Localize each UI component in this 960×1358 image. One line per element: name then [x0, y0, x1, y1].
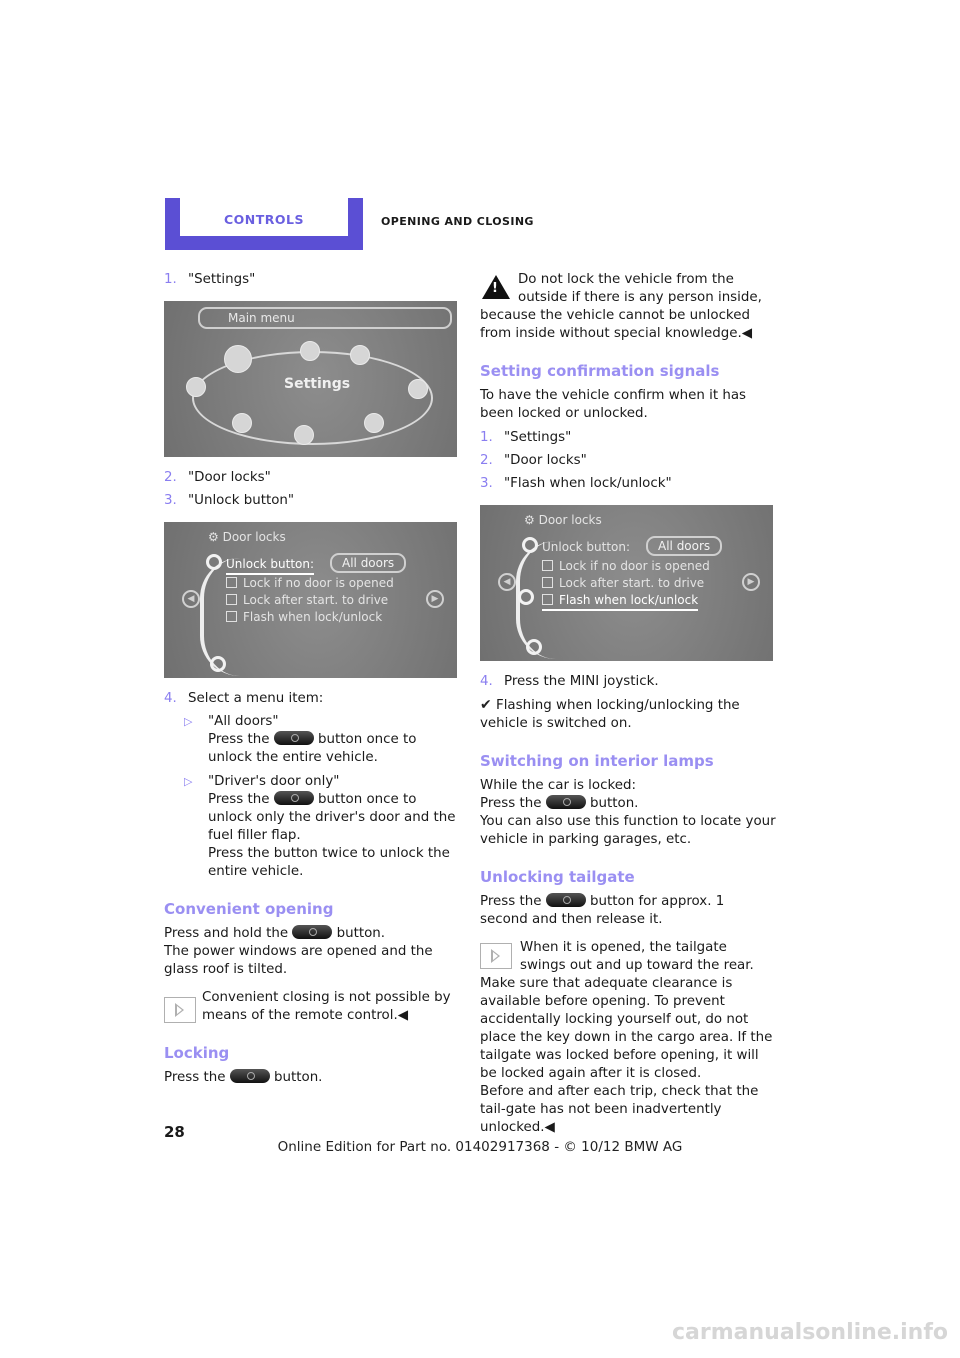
- note-convenient-closing: Convenient closing is not possible by means of the remote control.◀: [164, 989, 460, 1025]
- right-arrow-icon: ▶: [742, 573, 760, 591]
- bullet-arrow-icon: ▷: [184, 775, 193, 788]
- step-number: 2.: [164, 470, 177, 485]
- step-item: [164, 469, 460, 487]
- globe-icon: [350, 345, 370, 365]
- track-knob-top: [522, 537, 538, 553]
- settings-menu-screen: [164, 301, 457, 457]
- track-knob-bottom: [210, 656, 226, 672]
- lock-button-icon: [230, 1069, 270, 1083]
- confirmation-intro: To have the vehicle confirm when it has been locked or unlocked.: [480, 388, 747, 421]
- screen-title: ⚙ Door locks: [208, 530, 286, 544]
- convenient-opening-text: Press and hold the button. The power windows are opened and the glass roof is tilted.: [164, 926, 433, 977]
- step-number: 4.: [164, 691, 177, 706]
- lock-after-start-row: Lock after start. to drive: [226, 591, 388, 609]
- right-arrow-icon: ▶: [426, 590, 444, 608]
- navigation-icon: [294, 425, 314, 445]
- tailgate-text: Press the button for approx. 1 second and then release it.: [480, 894, 725, 927]
- vehicle-info-icon: [364, 413, 384, 433]
- left-arrow-icon: ◀: [182, 590, 200, 608]
- confirmation-heading: Setting confirmation signals: [480, 362, 720, 380]
- step-text: "Settings": [188, 272, 256, 287]
- door-locks-screen: [164, 522, 457, 678]
- chapter-title: CONTROLS: [180, 198, 348, 236]
- flash-row: Flash when lock/unlock: [226, 608, 382, 626]
- lock-no-door-row: Lock if no door is opened: [542, 557, 710, 575]
- step-number: 4.: [480, 674, 493, 689]
- end-mark-icon: ◀: [397, 1008, 409, 1023]
- flashing-status: ✔ Flashing when locking/unlocking the vehicle is switched on.: [480, 697, 740, 731]
- tailgate-note: When it is opened, the tailgate swings out and up toward the rear. Make sure that adequate clearance is available before opening. To prevent accidentally locking yourself out, do not place the key down in the cargo area. If the tailgate was locked before opening, it will be locked again after it is closed. Before and after each trip, check that the tail-gate has not been inadvertently unlocked.◀: [480, 940, 773, 1135]
- left-arrow-icon: ◀: [498, 573, 516, 591]
- note-icon: [164, 997, 196, 1023]
- step-item: [164, 690, 460, 708]
- communication-icon: [232, 413, 252, 433]
- step-item: [164, 271, 460, 289]
- step-item: [480, 673, 776, 691]
- book-icon: [408, 379, 428, 399]
- step-item: [480, 452, 776, 470]
- sub-item-extra: Press the button twice to unlock the entire vehicle.: [208, 846, 450, 879]
- lock-after-start-row: Lock after start. to drive: [542, 574, 704, 592]
- end-mark-icon: ◀: [741, 326, 753, 341]
- settings-gear-icon: [224, 345, 252, 373]
- sub-item-text: Press the button once to unlock the entire vehicle.: [208, 732, 417, 765]
- footer-edition: Online Edition for Part no. 01402917368 - © 10/12 BMW AG: [277, 1139, 683, 1155]
- warning-note: ! Do not lock the vehicle from the outside if there is any person inside, because the vehicle cannot be unlocked from inside without special knowledge.◀: [480, 271, 776, 343]
- warning-icon: [480, 275, 512, 303]
- step-number: 3.: [480, 476, 493, 491]
- track-knob-selected: [518, 589, 534, 605]
- interior-lamps-text: While the car is locked: Press the button. You can also use this function to locate your vehicle in parking garages, etc.: [480, 778, 776, 847]
- chapter-tab: [165, 198, 363, 250]
- checkmark-icon: ✔: [480, 697, 492, 713]
- sub-item-title: "All doors": [208, 714, 279, 729]
- step-text: Press the MINI joystick.: [504, 674, 659, 689]
- convenient-opening-heading: Convenient opening: [164, 900, 334, 918]
- step-text: "Flash when lock/unlock": [504, 476, 672, 491]
- sub-item-drivers-door: [184, 773, 460, 881]
- media-icon: [186, 377, 206, 397]
- screen-title: ⚙ Door locks: [524, 513, 602, 527]
- locking-text: Press the button.: [164, 1070, 323, 1085]
- page-number: 28: [164, 1123, 185, 1141]
- section-title: OPENING AND CLOSING: [381, 215, 534, 228]
- step-item: [480, 429, 776, 447]
- track-knob-top: [206, 554, 222, 570]
- vehicle-icon: [300, 341, 320, 361]
- step-text: "Door locks": [188, 470, 271, 485]
- step-item: [164, 492, 460, 510]
- tailgate-button-icon: [546, 893, 586, 907]
- unlock-option: All doors: [646, 536, 722, 556]
- lock-no-door-row: Lock if no door is opened: [226, 574, 394, 592]
- sub-item-title: "Driver's door only": [208, 774, 340, 789]
- unlock-option: All doors: [330, 553, 406, 573]
- unlock-button-row: Unlock button:: [226, 555, 314, 575]
- step-text: "Settings": [504, 430, 572, 445]
- sub-item-all-doors: [184, 713, 460, 767]
- note-icon: [480, 943, 512, 969]
- step-text: "Unlock button": [188, 493, 295, 508]
- track-knob-bottom: [526, 639, 542, 655]
- watermark: carmanualsonline.info: [672, 1320, 948, 1345]
- end-mark-icon: ◀: [544, 1120, 555, 1135]
- flash-settings-screen: [480, 505, 773, 661]
- lock-button-icon: [546, 795, 586, 809]
- step-number: 2.: [480, 453, 493, 468]
- bullet-arrow-icon: ▷: [184, 715, 193, 728]
- sub-item-text: Press the button once to unlock only the driver's door and the fuel filler flap.: [208, 792, 456, 843]
- screen-center-label: Settings: [284, 376, 351, 392]
- step-number: 1.: [164, 272, 177, 287]
- main-menu-bar: Main menu: [198, 307, 452, 329]
- unlock-button-icon: [292, 925, 332, 939]
- step-text: Select a menu item:: [188, 691, 324, 706]
- left-column: [164, 271, 460, 1093]
- unlock-button-row: Unlock button:: [542, 540, 631, 554]
- step-item: [480, 475, 776, 493]
- step-number: 1.: [480, 430, 493, 445]
- flash-row: Flash when lock/unlock: [542, 591, 698, 611]
- interior-lamps-heading: Switching on interior lamps: [480, 752, 714, 770]
- step-text: "Door locks": [504, 453, 587, 468]
- unlock-button-icon: [274, 731, 314, 745]
- locking-heading: Locking: [164, 1044, 230, 1062]
- unlock-button-icon: [274, 791, 314, 805]
- step-number: 3.: [164, 493, 177, 508]
- right-column: [480, 271, 776, 1143]
- tailgate-heading: Unlocking tailgate: [480, 868, 635, 886]
